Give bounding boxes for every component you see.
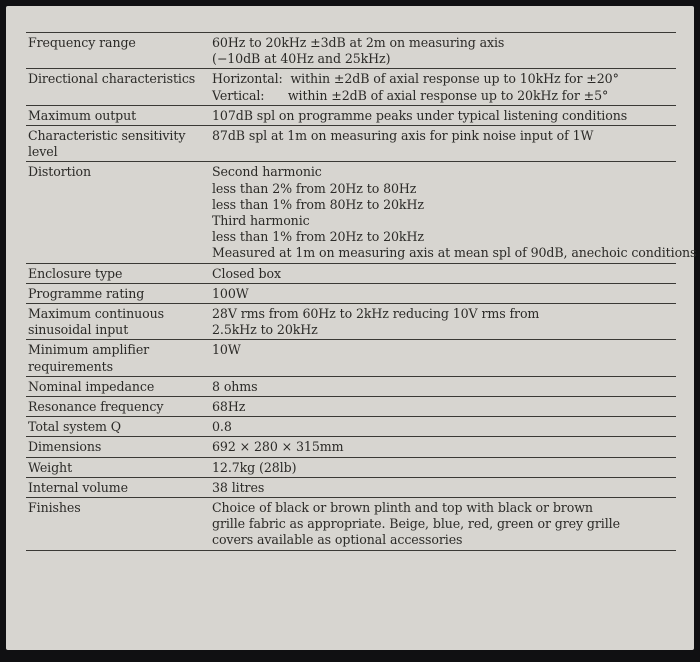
spec-value xyxy=(212,500,676,549)
spec-value-line: less than 1% from 20Hz to 20kHz xyxy=(212,229,424,245)
spec-value xyxy=(212,379,676,395)
spec-row-maximum-output xyxy=(26,105,676,125)
spec-value xyxy=(212,71,676,103)
spec-value-line: 10W xyxy=(212,342,241,358)
spec-value-line: 60Hz to 20kHz ±3dB at 2m on measuring axis xyxy=(212,35,505,50)
spec-label-line: requirements xyxy=(28,358,113,374)
spec-value-line: 87dB spl at 1m on measuring axis for pink noise input of 1W xyxy=(212,128,594,144)
spec-value xyxy=(212,399,676,415)
spec-row-enclosure-type xyxy=(26,263,676,283)
spec-value-line: covers available as optional accessories xyxy=(212,532,463,548)
spec-label-line: Frequency range xyxy=(28,35,136,50)
spec-label-line: Maximum continuous xyxy=(28,306,164,322)
spec-value-line: less than 1% from 80Hz to 20kHz xyxy=(212,196,424,212)
spec-value-line: Horizontal: within ±2dB of axial response up to 10kHz for ±20° xyxy=(212,71,619,87)
spec-value xyxy=(212,35,676,67)
spec-row-internal-volume xyxy=(26,477,676,497)
spec-label-line: Enclosure type xyxy=(28,265,123,281)
spec-value-line: 100W xyxy=(212,285,249,301)
spec-value-line: 107dB spl on programme peaks under typical listening conditions xyxy=(212,107,628,123)
spec-label xyxy=(26,500,212,549)
spec-value-line: 0.8 xyxy=(212,419,232,435)
spec-label xyxy=(26,342,212,374)
spec-value-line: 2.5kHz to 20kHz xyxy=(212,322,318,338)
spec-value xyxy=(212,306,676,338)
spec-value-line: 28V rms from 60Hz to 2kHz reducing 10V rms from xyxy=(212,306,540,322)
spec-label-line: Dimensions xyxy=(28,439,102,455)
spec-value-line: Second harmonic xyxy=(212,164,322,180)
spec-value xyxy=(212,266,676,282)
spec-label-line: Internal volume xyxy=(28,479,129,495)
spec-row-nominal-impedance xyxy=(26,376,676,396)
spec-label xyxy=(26,108,212,124)
spec-value-line: Closed box xyxy=(212,265,281,281)
spec-label xyxy=(26,480,212,496)
spec-row-characteristic-sensitivity xyxy=(26,125,676,161)
spec-row-weight xyxy=(26,457,676,477)
spec-label xyxy=(26,35,212,67)
spec-value xyxy=(212,480,676,496)
spec-value-line: (−10dB at 40Hz and 25kHz) xyxy=(212,51,391,67)
spec-value-line: grille fabric as appropriate. Beige, blue, red, green or grey grille xyxy=(212,516,620,532)
spec-value-line: Third harmonic xyxy=(212,213,310,229)
spec-value xyxy=(212,342,676,374)
spec-value xyxy=(212,164,696,261)
spec-label-line: Finishes xyxy=(28,500,81,516)
spec-label-line: Characteristic sensitivity xyxy=(28,128,186,144)
document-page xyxy=(6,6,697,650)
spec-label-line: Nominal impedance xyxy=(28,378,155,394)
spec-row-dimensions xyxy=(26,436,676,456)
spec-value-line: less than 2% from 20Hz to 80Hz xyxy=(212,180,417,196)
spec-row-minimum-amplifier xyxy=(26,339,676,375)
spec-label xyxy=(26,399,212,415)
spec-label xyxy=(26,286,212,302)
spec-label xyxy=(26,439,212,455)
spec-value-line: 692 × 280 × 315mm xyxy=(212,439,344,455)
spec-row-maximum-continuous-input xyxy=(26,303,676,339)
spec-label-line: level xyxy=(28,144,58,160)
spec-label-line: Directional characteristics xyxy=(28,71,196,87)
spec-value xyxy=(212,460,676,476)
spec-value xyxy=(212,108,676,124)
spec-value-line: 38 litres xyxy=(212,479,265,495)
spec-label xyxy=(26,71,212,103)
spec-value xyxy=(212,439,676,455)
spec-value-line: Choice of black or brown plinth and top with black or brown xyxy=(212,500,593,516)
spec-row-resonance-frequency xyxy=(26,396,676,416)
spec-row-total-system-q xyxy=(26,416,676,436)
spec-row-finishes xyxy=(26,497,676,551)
spec-value-line: Vertical: within ±2dB of axial response up to 20kHz for ±5° xyxy=(212,87,609,103)
spec-label-line: sinusoidal input xyxy=(28,322,129,338)
specification-table xyxy=(26,32,697,551)
spec-value-line: 68Hz xyxy=(212,399,246,415)
spec-label xyxy=(26,164,212,261)
spec-label-line: Total system Q xyxy=(28,419,122,435)
spec-label-line: Minimum amplifier xyxy=(28,342,150,358)
spec-label xyxy=(26,266,212,282)
spec-value xyxy=(212,128,676,160)
spec-label xyxy=(26,419,212,435)
spec-row-frequency-range xyxy=(26,32,676,68)
spec-value xyxy=(212,286,676,302)
spec-label xyxy=(26,379,212,395)
spec-value-line: Measured at 1m on measuring axis at mean spl of 90dB, anechoic conditions xyxy=(212,245,697,261)
spec-row-distortion xyxy=(26,161,697,262)
spec-value xyxy=(212,419,676,435)
spec-label xyxy=(26,306,212,338)
spec-label xyxy=(26,128,212,160)
spec-row-directional-characteristics xyxy=(26,68,676,104)
spec-row-programme-rating xyxy=(26,283,676,303)
spec-label-line: Weight xyxy=(28,459,73,475)
spec-label-line: Distortion xyxy=(28,164,92,180)
spec-value-line: 12.7kg (28lb) xyxy=(212,459,297,475)
spec-label xyxy=(26,460,212,476)
spec-value-line: 8 ohms xyxy=(212,378,258,394)
spec-label-line: Resonance frequency xyxy=(28,399,164,415)
spec-label-line: Programme rating xyxy=(28,285,145,301)
spec-label-line: Maximum output xyxy=(28,107,137,123)
